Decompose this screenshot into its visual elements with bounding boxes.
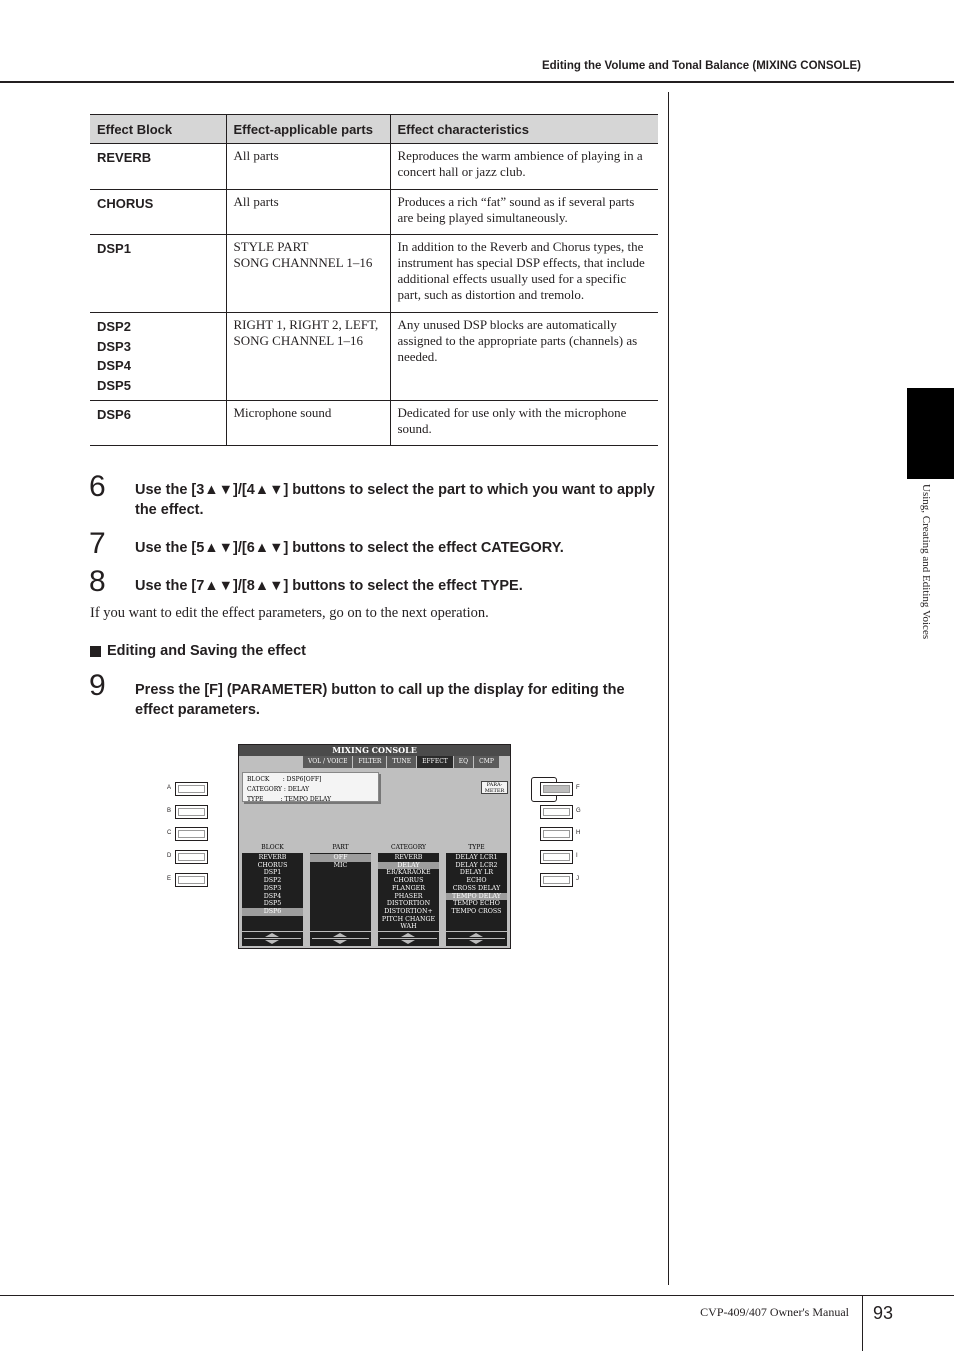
footer-divider	[862, 1295, 863, 1351]
panel-button-e[interactable]	[175, 873, 208, 887]
info-category: CATEGORY : DELAY	[247, 786, 310, 793]
table-header-cell: Effect characteristics	[390, 115, 658, 144]
desc-cell: Any unused DSP blocks are automatically assigned to the appropriate parts (channels) as needed.	[390, 313, 658, 401]
list-item[interactable]: OFF	[310, 854, 371, 862]
parts-cell: All parts	[226, 144, 390, 190]
column-divider	[668, 92, 669, 1285]
table-row	[90, 313, 658, 401]
table-header-cell: Effect Block	[90, 115, 226, 144]
list-item[interactable]: DELAY LR	[459, 869, 494, 877]
scroll-arrows[interactable]	[242, 932, 303, 946]
list-item[interactable]: DSP5	[263, 900, 282, 908]
desc-cell: Reproduces the warm ambience of playing in a concert hall or jazz club.	[390, 144, 658, 190]
body-text: If you want to edit the effect parameters, go on to the next operation.	[90, 605, 489, 621]
scroll-arrows[interactable]	[378, 932, 439, 946]
list-item[interactable]: DSP1	[263, 869, 282, 877]
table-header-row	[90, 115, 658, 144]
down-arrow-icon	[401, 940, 415, 944]
list-item[interactable]: DSP6	[242, 908, 303, 916]
list-item[interactable]: DELAY LCR1	[455, 854, 498, 861]
part-list[interactable]	[310, 853, 371, 931]
down-arrow-icon	[469, 940, 483, 944]
button-label: G	[576, 808, 581, 814]
list-item[interactable]: TEMPO CROSS	[451, 907, 502, 915]
step-text: Use the [7▲▼]/[8▲▼] buttons to select the effect TYPE.	[135, 578, 523, 594]
parts-cell: STYLE PART SONG CHANNNEL 1–16	[226, 235, 390, 313]
tab-vol-voice[interactable]: VOL / VOICE	[303, 756, 352, 768]
step-text: Press the [F] (PARAMETER) button to call up the display for editing the effect parameters.	[135, 682, 625, 718]
category-list[interactable]	[378, 853, 439, 931]
desc-cell: Produces a rich “fat” sound as if several parts are being played simultaneously.	[390, 190, 658, 235]
header-rule	[0, 81, 954, 83]
table-row	[90, 235, 658, 313]
lcd-info-box	[242, 772, 379, 802]
block-cell: REVERB	[90, 144, 226, 190]
panel-button-f[interactable]	[540, 782, 573, 796]
list-item[interactable]: REVERB	[258, 854, 287, 861]
lcd-column-category	[378, 843, 439, 946]
up-arrow-icon	[265, 933, 279, 937]
list-item[interactable]: MIC	[333, 861, 348, 869]
lcd-tab-bar	[303, 756, 500, 768]
list-item[interactable]: DSP4	[263, 892, 282, 900]
panel-button-h[interactable]	[540, 827, 573, 841]
up-arrow-icon	[333, 933, 347, 937]
tab-effect[interactable]: EFFECT	[417, 756, 453, 768]
button-label: J	[576, 876, 579, 882]
tab-tune[interactable]: TUNE	[387, 756, 416, 768]
up-arrow-icon	[469, 933, 483, 937]
parameter-label: PARA-	[486, 782, 503, 788]
list-item[interactable]: ER/KARAOKE	[386, 869, 431, 877]
list-item[interactable]: DISTORTION+	[384, 907, 433, 915]
lcd-column-block	[242, 843, 303, 946]
side-tab-label: Using, Creating and Editing Voices	[920, 484, 932, 640]
info-block: BLOCK : DSP6[OFF]	[247, 776, 322, 783]
step-number: 6	[89, 470, 106, 503]
panel-button-c[interactable]	[175, 827, 208, 841]
table-row	[90, 190, 658, 235]
block-cell: CHORUS	[90, 190, 226, 235]
lcd-display	[238, 744, 511, 949]
desc-cell: Dedicated for use only with the microphone sound.	[390, 401, 658, 446]
column-header: PART	[332, 844, 349, 851]
list-item[interactable]: DSP3	[263, 884, 282, 892]
list-item[interactable]: REVERB	[394, 854, 423, 861]
step-number: 7	[89, 527, 106, 560]
panel-button-i[interactable]	[540, 850, 573, 864]
panel-button-a[interactable]	[175, 782, 208, 796]
list-item[interactable]: DSP2	[263, 877, 282, 885]
scroll-arrows[interactable]	[310, 932, 371, 946]
block-list[interactable]	[242, 853, 303, 931]
button-label: B	[167, 808, 172, 814]
side-tab	[907, 388, 954, 479]
footer-manual-title: CVP-409/407 Owner's Manual	[700, 1305, 849, 1319]
footer-rule	[0, 1295, 954, 1296]
list-item[interactable]: DELAY	[378, 862, 439, 870]
list-item[interactable]: CHORUS	[393, 877, 424, 885]
tab-cmp[interactable]: CMP	[474, 756, 499, 768]
button-label: H	[576, 830, 581, 836]
scroll-arrows[interactable]	[446, 932, 507, 946]
panel-button-d[interactable]	[175, 850, 208, 864]
list-item[interactable]: FLANGER	[392, 884, 425, 892]
list-item[interactable]: DELAY LCR2	[455, 861, 498, 869]
parts-cell: RIGHT 1, RIGHT 2, LEFT, SONG CHANNEL 1–16	[226, 313, 390, 401]
effect-block-table	[90, 114, 658, 446]
list-item[interactable]: WAH	[400, 923, 417, 931]
list-item[interactable]: CHORUS	[257, 861, 288, 869]
page-number: 93	[873, 1303, 894, 1323]
parameter-label: METER	[484, 788, 505, 794]
lcd-title: MIXING CONSOLE	[239, 745, 510, 756]
button-label: D	[167, 853, 172, 859]
type-list[interactable]	[446, 853, 507, 931]
button-label: F	[576, 785, 580, 791]
lcd-column-part	[310, 843, 371, 946]
button-label: A	[167, 785, 172, 791]
square-bullet-icon	[90, 646, 101, 657]
column-header: CATEGORY	[391, 844, 426, 851]
button-label: E	[167, 876, 172, 882]
down-arrow-icon	[265, 940, 279, 944]
tab-eq[interactable]: EQ	[454, 756, 473, 768]
tab-filter[interactable]: FILTER	[353, 756, 386, 768]
down-arrow-icon	[333, 940, 347, 944]
sub-heading	[90, 643, 306, 659]
up-arrow-icon	[401, 933, 415, 937]
desc-cell: In addition to the Reverb and Chorus types, the instrument has special DSP effects, that include additional effects usually used for a specific part, such as distortion and tremolo.	[390, 235, 658, 313]
column-header: TYPE	[468, 844, 485, 851]
panel-button-j[interactable]	[540, 873, 573, 887]
table-row	[90, 144, 658, 190]
panel-button-b[interactable]	[175, 805, 208, 819]
list-item[interactable]: ECHO	[466, 877, 487, 885]
button-label: C	[167, 830, 172, 836]
panel-button-g[interactable]	[540, 805, 573, 819]
sub-heading-text: Editing and Saving the effect	[107, 643, 306, 659]
list-item[interactable]: DISTORTION	[386, 900, 431, 908]
block-cell: DSP6	[90, 401, 226, 446]
list-item[interactable]: PITCH CHANGE	[381, 915, 436, 923]
block-cell: DSP2 DSP3 DSP4 DSP5	[90, 313, 226, 401]
step-number: 8	[89, 565, 106, 598]
parts-cell: All parts	[226, 190, 390, 235]
column-header: BLOCK	[261, 844, 284, 851]
list-item[interactable]: TEMPO DELAY	[446, 893, 507, 901]
list-item[interactable]: TEMPO ECHO	[453, 900, 500, 908]
header-title: Editing the Volume and Tonal Balance (MIXING CONSOLE)	[541, 60, 861, 72]
step-number: 9	[89, 669, 106, 702]
parts-cell: Microphone sound	[226, 401, 390, 446]
step-text: Use the [5▲▼]/[6▲▼] buttons to select the effect CATEGORY.	[135, 540, 564, 556]
block-cell: DSP1	[90, 235, 226, 313]
step-text: Use the [3▲▼]/[4▲▼] buttons to select the part to which you want to apply the effect.	[135, 482, 655, 518]
info-type: TYPE : TEMPO DELAY	[247, 796, 332, 803]
lcd-column-type	[446, 843, 507, 946]
list-item[interactable]: PHASER	[394, 892, 423, 900]
table-header-cell: Effect-applicable parts	[226, 115, 390, 144]
parameter-button[interactable]	[481, 781, 508, 794]
list-item[interactable]: CROSS DELAY	[452, 884, 501, 892]
table-row	[90, 401, 658, 446]
button-label: I	[576, 853, 578, 859]
